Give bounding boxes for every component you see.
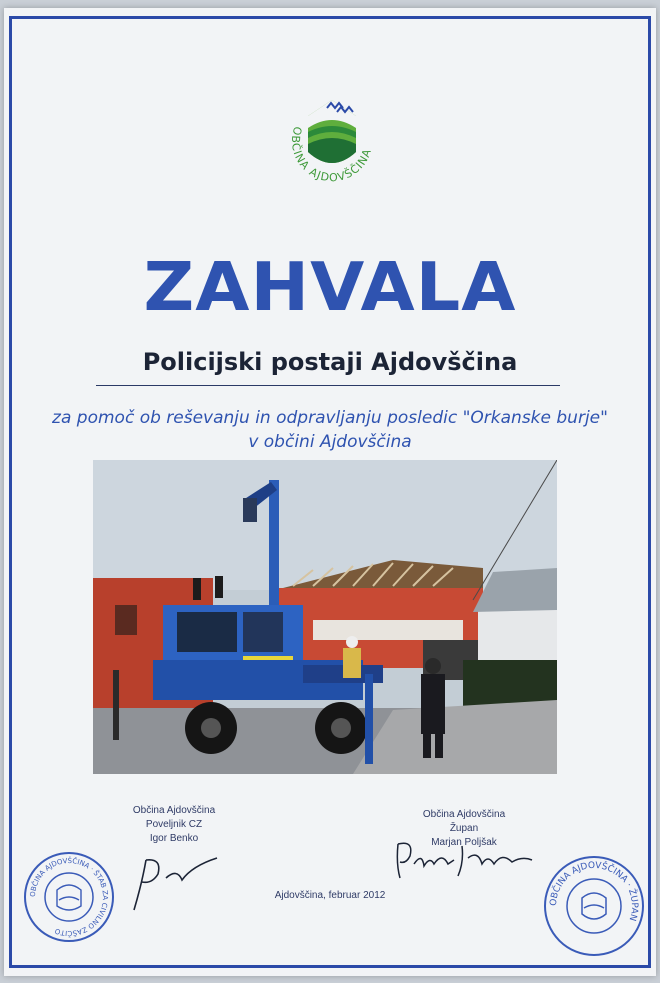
reason-text	[4, 406, 656, 454]
stamp-left-text: OBČINA AJDOVŠČINA · ŠTAB ZA CIVILNO ZAŠČITO	[28, 856, 110, 938]
municipality-logo-icon	[275, 86, 389, 200]
reason-line-1: za pomoč ob reševanju in odpravljanju posledic "Orkanske burje"	[52, 408, 608, 428]
signature-left-icon	[122, 838, 222, 918]
signatory-left-role: Poveljnik CZ	[145, 819, 203, 830]
place-date: Ajdovščina, februar 2012	[274, 890, 386, 901]
stamp-right-text: OBČINA AJDOVŠČINA · ŽUPAN	[548, 860, 640, 922]
recipient-name: Policijski postaji Ajdovščina	[142, 348, 518, 376]
signatory-right-name: Marjan Poljšak	[431, 837, 497, 848]
crane-truck-photo	[93, 460, 557, 774]
signatory-left-org: Občina Ajdovščina	[132, 805, 216, 816]
page-title: ZAHVALA	[143, 248, 517, 326]
reason-line-2: v občini Ajdovščina	[248, 432, 412, 452]
signature-right-icon	[392, 834, 542, 884]
certificate-sheet	[4, 8, 656, 976]
stamp-left-icon	[22, 850, 116, 944]
title-underline	[96, 385, 560, 386]
signatory-right-org: Občina Ajdovščina	[422, 809, 506, 820]
signatory-right-role: Župan	[449, 823, 479, 834]
stamp-right-icon	[542, 854, 646, 958]
logo-ring-text: OBČINA AJDOVŠČINA	[288, 125, 375, 185]
signatory-left-name: Igor Benko	[149, 833, 199, 844]
